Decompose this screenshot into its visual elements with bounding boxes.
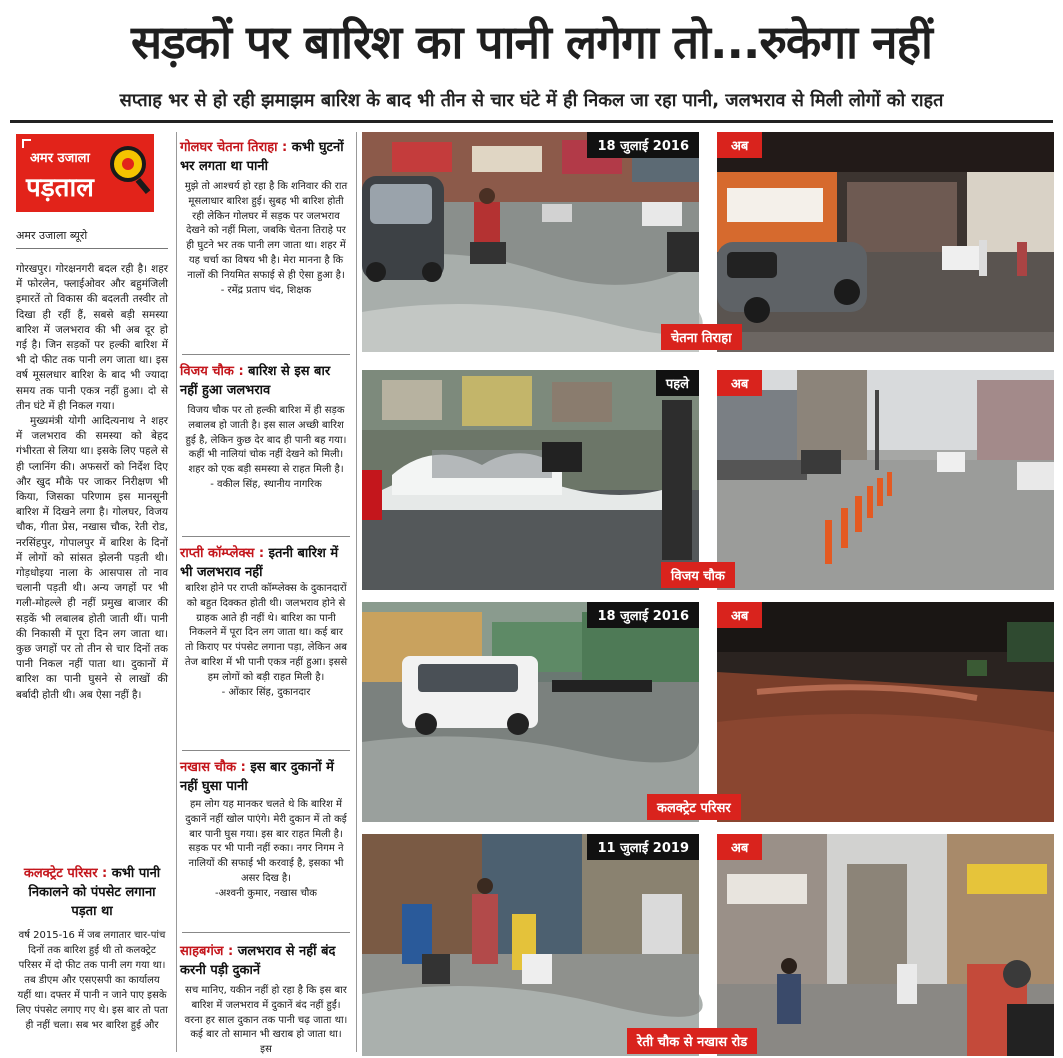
magnifier-handle [136,178,151,194]
section-heading: कभी घुटनों भर लगता था पानी [180,140,344,174]
section-place: कलक्ट्रेट परिसर : [23,866,108,881]
flooded-market-image [362,834,699,1056]
headline: सड़कों पर बारिश का पानी लगेगा तो...रुकेगा नहीं [131,15,932,69]
date-tag: 18 जुलाई 2016 [587,602,699,628]
quote-signature: - रमेंद्र प्रताप चंद, शिक्षक [220,284,312,296]
quote-signature: - ओंकार सिंह, दुकानदार [221,686,311,698]
nakhas-chowk-section-title [180,758,350,796]
photo-collectorate-before [362,602,699,822]
location-tag: चेतना तिराहा [661,324,742,350]
dry-collectorate-image [717,602,1054,822]
now-tag: अब [717,834,762,860]
dry-street-image [717,132,1054,352]
rapti-complex-section-title [180,544,350,582]
column-divider [356,132,357,1052]
location-tag: रेती चौक से नखास रोड [627,1028,757,1054]
date-tag: पहले [656,370,699,396]
logo-brand: अमर उजाला [30,151,90,166]
section-heading: जलभराव से नहीं बंद करनी पड़ी दुकानें [180,944,336,978]
photo-collectorate-now [657,602,1054,822]
photo-chetna-tiraha-now [671,132,1054,352]
logo-word: पड़ताल [26,173,94,203]
collectorate-section-title [14,864,170,921]
byline: अमर उजाला ब्यूरो [16,229,88,242]
flooded-street-image [362,132,699,352]
dry-market-image [717,834,1054,1056]
main-story [16,262,168,852]
sahabganj-section-text [184,984,348,1056]
subheadline: सप्ताह भर से हो रही झमाझम बारिश के बाद भी तीन से चार घंटे में ही निकल जा रहा पानी, जलभराव से मिली लोगों को राहत [119,90,944,111]
dry-chowk-image [717,370,1054,590]
section-heading: कभी पानी निकालने को पंपसेट लगाना पड़ता था [28,866,161,919]
padtal-logo [16,134,154,212]
logo-arrow-icon [22,139,31,148]
byline-rule [16,248,168,249]
photo-reti-chowk-before [362,834,699,1056]
section-heading: इस बार दुकानों में नहीं घुसा पानी [180,760,334,794]
photo-chetna-tiraha-before [362,132,699,352]
section-body: हम लोग यह मानकर चलते थे कि बारिश में दुकानें नहीं खोल पाएंगे। मेरी दुकान में तो कई बार पानी घुस गया। इस बार राहत मिली है। सड़क पर भी पानी नहीं रुका। नगर निगम ने नालियों की सफाई भी करवाई है, इसका भी असर दिख है। [185,799,347,884]
flooded-collectorate-image [362,602,699,822]
vijay-chowk-section-text [184,404,348,530]
section-heading: बारिश से इस बार नहीं हुआ जलभराव [180,364,331,398]
nakhas-chowk-section-text [184,798,348,924]
magnifier-icon [110,146,146,182]
section-rule [182,354,350,355]
header-rule [10,120,1053,123]
now-tag: अब [717,602,762,628]
date-tag: 18 जुलाई 2016 [587,132,699,158]
story-paragraph: गोरखपुर। गोरक्षनगरी बदल रही है। शहर में फोरलेन, फ्लाईओवर और बहुमंजिली इमारतें तो विकास की बदलती तस्वीर तो दिखा ही रहीं हैं, सबसे बड़ी समस्या बारिश में जलभराव की भी अब दूर हो गई है। जिन सड़कों पर हल्की बारिश में भी दो फीट तक पानी लग जाता था। इस वर्ष मूसलधार बारिश के बाद भी ज्यादा समय तक पानी एकत्र नहीं हुआ। दो से तीन घंटे में ही निकल गया। [16,263,168,412]
now-tag: अब [717,370,762,396]
story-paragraph: मुख्यमंत्री योगी आदित्यनाथ ने शहर में जलभराव की समस्या को बेहद गंभीरता से लिया था। इसके लिए पहले से ही प्लानिंग की। अफसरों को निर्देश दिए और खुद मौके पर जाकर निरीक्षण भी किया, जिसका परिणाम इस मानसूनी बारिश में दिखने लगा है। गोलघर, विजय चौक, गीता प्रेस, नखास चौक, रेती रोड, नरसिंहपुर, गोपालपुर में बारिश के दिनों में लोगों को सांसत झेलनी पड़ती थी। गोड़धोइया नाला के आसपास तो नाव चलानी पड़ती थी। अन्य जगहों पर भी गली-मोहल्ले ही नहीं प्रमुख बाजार की सड़कें भी लबालब होती जाती थीं। पानी की निकासी में पूरा दिन लग जाता था। कुछ जगहों पर तो तीन से चार दिनों तक पानी निकल नहीं पाता था। दुकानों में बारिश का पानी घुसने से लाखों की बर्बादी होती थी। अब ऐसा नहीं है। [16,415,168,701]
now-tag: अब [717,132,762,158]
sahabganj-section-title [180,942,350,980]
section-body: विजय चौक पर तो हल्की बारिश में ही सड़क लबालब हो जाती है। इस साल अच्छी बारिश हुई है, लेकिन कुछ देर बाद ही पानी बह गया। कहीं भी नालियां चोक नहीं देखने को मिली। शहर को एक बड़ी समस्या से राहत मिली है। [185,405,347,476]
location-tag: कलक्ट्रेट परिसर [647,794,741,820]
section-rule [182,932,350,933]
rapti-complex-section-text [184,582,348,742]
location-tag: विजय चौक [661,562,735,588]
section-place: साहबगंज : [180,944,234,959]
vijay-chowk-section-title [180,362,350,400]
section-body: बारिश होने पर राप्ती कॉम्प्लेक्स के दुकानदारों को बहुत दिक्कत होती थी। जलभराव होने से ग्राहक आते ही नहीं थे। बारिश का पानी निकलने में पूरा दिन लग जाता था। कई बार तो किराए पर पंपसेट लगाना पड़ा, लेकिन अब तेज बारिश में भी पानी एकत्र नहीं हुआ। इससे हम लोगों को बड़ी राहत मिली है। [184,583,348,683]
section-body: सच मानिए, यकीन नहीं हो रहा है कि इस बार बारिश में जलभराव में दुकानें बंद नहीं हुईं। वरना हर साल दुकान तक पानी चढ़ जाता था। कई बार तो सामान भी खराब हो जाता था। इस [184,985,348,1056]
section-rule [182,536,350,537]
section-place: राप्ती कॉम्प्लेक्स : [180,546,265,561]
quote-signature: - वकील सिंह, स्थानीय नागरिक [210,478,322,490]
photo-vijay-chowk-before [362,370,699,590]
quote-signature: -अश्वनी कुमार, नखास चौक [215,887,317,899]
section-place: नखास चौक : [180,760,246,775]
section-place: गोलघर चेतना तिराहा : [180,140,288,155]
golghar-section-text [184,180,348,346]
section-rule [182,750,350,751]
date-tag: 11 जुलाई 2019 [587,834,699,860]
column-divider [176,132,177,1052]
section-place: विजय चौक : [180,364,244,379]
flooded-chowk-image [362,370,699,590]
collectorate-section-text: वर्ष 2015-16 में जब लगातार चार-पांच दिनों तक बारिश हुई थी तो कलक्ट्रेट परिसर में दो फीट तक पानी लग गया था। तब डीएम और एसएसपी का कार्यालय यहीं था। दफ्तर में पानी न जाने पाए इसके लिए पंपसेट लगाए गए थे। इस बार तो पता ही नहीं चला। सब भर बारिश हुई और [16,930,168,1031]
section-body: मुझे तो आश्चर्य हो रहा है कि शनिवार की रात मूसलाधार बारिश हुई। सुबह भी बारिश होती रही लेकिन गोलघर में सड़क पर जलभराव देखने को नहीं मिला, जबकि चेतना तिराहे पर ही घुटने भर तक पानी लग जाता था। शहर में यह चर्चा का विषय भी है। मेरा मानना है कि नालों की नियमित सफाई से ही ऐसा हुआ है। [184,181,348,281]
golghar-section-title [180,138,350,176]
section-heading: इतनी बारिश में भी जलभराव नहीं [180,546,339,580]
